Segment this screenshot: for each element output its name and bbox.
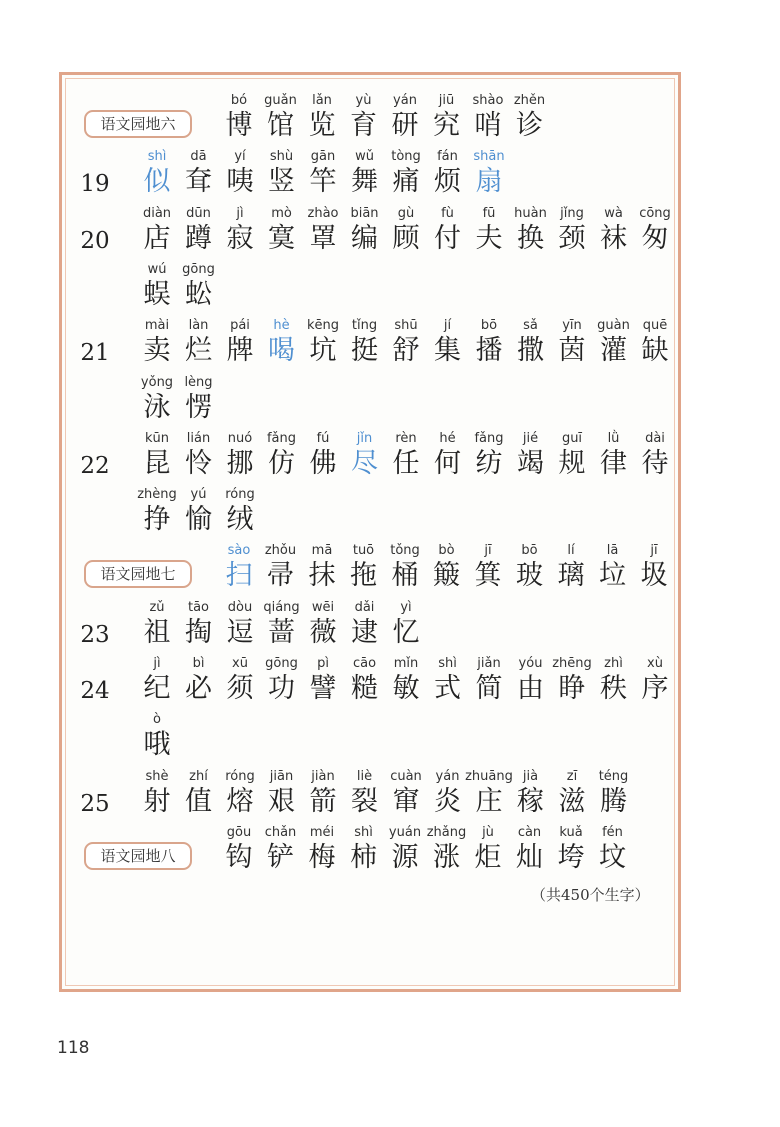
pinyin: zhǒu xyxy=(264,543,297,559)
hanzi: 烦 xyxy=(434,166,461,198)
pinyin: wú xyxy=(147,261,167,277)
pinyin: biān xyxy=(350,205,379,221)
pinyin: zhēng xyxy=(552,656,592,671)
hanzi: 简 xyxy=(475,673,503,704)
pinyin: shì xyxy=(438,656,457,671)
pinyin: xù xyxy=(647,656,663,671)
character xyxy=(507,93,553,149)
hanzi: 熔 xyxy=(226,785,254,817)
pinyin: jī xyxy=(484,543,492,559)
pinyin: yì xyxy=(400,599,412,615)
hanzi: 究 xyxy=(433,110,460,141)
pinyin: tuō xyxy=(352,543,375,559)
hanzi: 挣 xyxy=(143,504,171,536)
pinyin: lián xyxy=(186,430,211,446)
pinyin: jiū xyxy=(438,93,455,108)
hanzi: 柿 xyxy=(350,841,377,873)
pinyin: jié xyxy=(522,430,539,446)
pinyin: yán xyxy=(393,93,417,108)
hanzi: 艰 xyxy=(268,785,295,817)
hanzi: 逗 xyxy=(226,616,254,648)
hanzi: 换 xyxy=(517,222,544,254)
character xyxy=(632,318,678,374)
pinyin: dǎi xyxy=(354,599,375,615)
lesson-number: 19 xyxy=(80,171,110,198)
pinyin: bó xyxy=(230,93,248,108)
pinyin: làn xyxy=(188,318,209,334)
pinyin: zǔ xyxy=(149,599,165,615)
character xyxy=(176,375,222,431)
hanzi: 似 xyxy=(143,166,171,198)
pinyin: wǔ xyxy=(355,149,374,165)
hanzi: 佛 xyxy=(309,447,337,479)
pinyin: zhěn xyxy=(513,93,546,108)
hanzi: 待 xyxy=(641,447,669,479)
hanzi: 律 xyxy=(600,447,627,479)
hanzi: 喝 xyxy=(268,335,295,367)
table-row xyxy=(0,712,780,768)
hanzi: 糙 xyxy=(351,673,378,704)
hanzi: 须 xyxy=(226,673,254,704)
table-row xyxy=(0,600,780,656)
character xyxy=(632,206,678,262)
hanzi: 店 xyxy=(143,222,171,254)
hanzi: 顾 xyxy=(392,222,420,254)
lesson-number: 21 xyxy=(80,340,110,367)
pinyin: wà xyxy=(604,205,623,221)
hanzi: 怜 xyxy=(185,447,212,479)
hanzi: 诊 xyxy=(516,110,543,141)
hanzi: 滋 xyxy=(558,785,586,817)
pinyin: rèn xyxy=(395,430,417,446)
pinyin: róng xyxy=(225,768,255,784)
pinyin: xū xyxy=(232,656,248,671)
pinyin: shào xyxy=(472,93,504,108)
hanzi: 梅 xyxy=(308,841,336,873)
hanzi: 纪 xyxy=(143,673,171,704)
pinyin: quē xyxy=(642,318,668,334)
hanzi: 扫 xyxy=(225,560,253,592)
hanzi: 竖 xyxy=(268,166,295,198)
pinyin: yù xyxy=(355,93,372,108)
pinyin: nuó xyxy=(227,430,253,446)
hanzi: 譬 xyxy=(309,673,337,704)
pinyin: tǐng xyxy=(351,318,378,334)
hanzi: 源 xyxy=(391,841,419,873)
table-row xyxy=(0,543,780,599)
hanzi: 蔷 xyxy=(268,616,295,648)
pinyin: gù xyxy=(397,205,415,221)
pinyin: liè xyxy=(356,768,373,784)
hanzi: 博 xyxy=(225,110,253,141)
hanzi: 痛 xyxy=(392,166,420,198)
pinyin: zhí xyxy=(189,768,208,784)
pinyin: lǜ xyxy=(607,430,620,446)
hanzi: 绒 xyxy=(226,504,254,536)
pinyin: jiàn xyxy=(311,768,335,784)
character xyxy=(632,431,678,487)
pinyin: zhǎng xyxy=(426,824,467,840)
hanzi: 逮 xyxy=(351,616,378,648)
hanzi: 功 xyxy=(268,673,295,704)
hanzi: 序 xyxy=(641,673,669,704)
hanzi: 庄 xyxy=(475,785,503,817)
pinyin: bō xyxy=(521,543,538,559)
table-row xyxy=(0,262,780,318)
hanzi: 祖 xyxy=(143,616,171,648)
table-row xyxy=(0,93,780,149)
pinyin: mài xyxy=(144,318,170,334)
pinyin: mǐn xyxy=(393,656,419,671)
hanzi: 愉 xyxy=(185,504,212,536)
lesson-number: 24 xyxy=(80,678,110,704)
hanzi: 仿 xyxy=(268,447,295,479)
hanzi: 抹 xyxy=(308,560,336,592)
hanzi: 钩 xyxy=(225,841,253,873)
pinyin: shù xyxy=(269,149,294,165)
character xyxy=(632,656,678,712)
hanzi: 值 xyxy=(185,785,212,817)
pinyin: gōu xyxy=(226,824,252,840)
table-row xyxy=(0,487,780,543)
hanzi: 璃 xyxy=(557,560,585,592)
table-row xyxy=(0,375,780,431)
character xyxy=(383,600,429,656)
pinyin: yí xyxy=(234,149,246,165)
hanzi: 舞 xyxy=(351,166,378,198)
hanzi: 必 xyxy=(185,673,212,704)
hanzi: 炎 xyxy=(434,785,461,817)
character xyxy=(591,769,637,825)
pinyin: guǎn xyxy=(264,93,297,108)
pinyin: fán xyxy=(437,149,458,165)
pinyin: mā xyxy=(311,543,333,559)
table-row xyxy=(0,431,780,487)
pinyin: jī xyxy=(650,543,658,559)
hanzi: 纺 xyxy=(475,447,503,479)
hanzi: 玻 xyxy=(516,560,543,592)
hanzi: 舒 xyxy=(392,335,420,367)
pinyin: fǎng xyxy=(266,430,297,446)
pinyin: cāo xyxy=(352,656,377,671)
table-row xyxy=(0,656,780,712)
page-number: 118 xyxy=(57,1038,90,1058)
hanzi: 竭 xyxy=(517,447,544,479)
pinyin: pì xyxy=(317,656,329,671)
table-row xyxy=(0,825,780,881)
polyphone-character xyxy=(466,149,512,205)
pinyin: téng xyxy=(598,768,629,784)
pinyin: fù xyxy=(441,205,454,221)
hanzi: 掏 xyxy=(185,616,212,648)
hanzi: 尽 xyxy=(351,447,378,479)
section-badge: 语文园地七 xyxy=(84,560,192,588)
pinyin: jǐn xyxy=(356,430,373,446)
pinyin: kēng xyxy=(306,318,340,334)
pinyin: jiān xyxy=(269,768,294,784)
pinyin: càn xyxy=(517,824,542,840)
hanzi: 夫 xyxy=(475,222,503,254)
hanzi: 由 xyxy=(517,673,544,704)
pinyin: yán xyxy=(435,768,460,784)
hanzi: 坑 xyxy=(309,335,337,367)
hanzi: 牌 xyxy=(226,335,254,367)
pinyin: zī xyxy=(566,768,578,784)
pinyin: shū xyxy=(394,318,418,334)
hanzi: 缺 xyxy=(641,335,669,367)
pinyin: lǎn xyxy=(312,93,332,108)
hanzi: 颈 xyxy=(558,222,586,254)
hanzi: 涨 xyxy=(433,841,460,873)
hanzi: 忆 xyxy=(392,616,420,648)
pinyin: mò xyxy=(271,205,292,221)
hanzi: 耷 xyxy=(185,166,212,198)
character xyxy=(631,543,677,599)
lesson-number: 20 xyxy=(80,227,110,254)
hanzi: 茵 xyxy=(558,335,586,367)
hanzi: 播 xyxy=(475,335,503,367)
pinyin: fǎng xyxy=(474,430,504,446)
pinyin: gān xyxy=(310,149,336,165)
hanzi: 匆 xyxy=(641,222,669,254)
pinyin: yuán xyxy=(388,824,422,840)
hanzi: 拖 xyxy=(350,560,377,592)
pinyin: kūn xyxy=(144,430,169,446)
pinyin: jià xyxy=(522,768,539,784)
pinyin: dòu xyxy=(227,599,253,615)
hanzi: 簸 xyxy=(433,560,460,592)
hanzi: 窜 xyxy=(392,785,420,817)
pinyin: tòng xyxy=(391,149,421,165)
pinyin: dūn xyxy=(186,205,211,221)
section-badge: 语文园地六 xyxy=(84,110,192,138)
hanzi: 灿 xyxy=(516,841,543,873)
pinyin: tǒng xyxy=(390,543,420,559)
hanzi: 罩 xyxy=(309,222,337,254)
table-row xyxy=(0,149,780,205)
hanzi: 规 xyxy=(558,447,586,479)
hanzi: 卖 xyxy=(143,335,171,367)
pinyin: róng xyxy=(225,487,255,503)
pinyin: jiǎn xyxy=(477,656,501,671)
hanzi: 集 xyxy=(434,335,461,367)
pinyin: zhì xyxy=(604,656,623,671)
hanzi: 撒 xyxy=(517,335,544,367)
pinyin: cuàn xyxy=(390,768,422,784)
pinyin: jǐng xyxy=(560,205,584,221)
hanzi: 秩 xyxy=(600,673,627,704)
table-row xyxy=(0,769,780,825)
pinyin: diàn xyxy=(142,205,172,221)
table-row xyxy=(0,318,780,374)
pinyin: méi xyxy=(309,824,335,840)
pinyin: yóu xyxy=(518,656,543,671)
hanzi: 裂 xyxy=(351,785,378,817)
pinyin: hè xyxy=(273,318,290,334)
pinyin: sǎ xyxy=(523,318,538,334)
hanzi: 敏 xyxy=(392,673,420,704)
pinyin: qiáng xyxy=(263,599,300,615)
hanzi: 寞 xyxy=(268,222,295,254)
hanzi: 昆 xyxy=(143,447,171,479)
hanzi: 挺 xyxy=(351,335,378,367)
hanzi: 编 xyxy=(351,222,378,254)
pinyin: ò xyxy=(153,712,161,728)
pinyin: shì xyxy=(354,824,373,840)
hanzi: 哦 xyxy=(143,729,171,761)
pinyin: bò xyxy=(438,543,455,559)
pinyin: lí xyxy=(567,543,575,559)
pinyin: guī xyxy=(561,430,583,446)
hanzi: 育 xyxy=(350,110,377,141)
hanzi: 袜 xyxy=(600,222,627,254)
hanzi: 灌 xyxy=(600,335,627,367)
hanzi: 帚 xyxy=(267,560,294,592)
pinyin: jí xyxy=(443,318,452,334)
hanzi: 扇 xyxy=(475,166,503,198)
pinyin: zhào xyxy=(307,205,339,221)
hanzi: 腾 xyxy=(600,785,627,817)
pinyin: guàn xyxy=(597,318,630,334)
hanzi: 何 xyxy=(434,447,461,479)
hanzi: 炬 xyxy=(474,841,502,873)
pinyin: dā xyxy=(190,149,207,165)
pinyin: yú xyxy=(190,487,207,503)
character xyxy=(176,262,222,318)
section-badge: 语文园地八 xyxy=(84,842,192,870)
hanzi: 铲 xyxy=(267,841,294,873)
pinyin: zhuāng xyxy=(465,768,513,784)
pinyin: kuǎ xyxy=(559,824,583,840)
hanzi: 览 xyxy=(308,110,336,141)
pinyin: lā xyxy=(606,543,619,559)
hanzi: 愣 xyxy=(185,391,212,423)
character xyxy=(217,487,263,543)
pinyin: jì xyxy=(153,656,161,671)
hanzi: 圾 xyxy=(640,560,668,592)
character xyxy=(134,712,180,768)
hanzi: 垮 xyxy=(557,841,585,873)
pinyin: jù xyxy=(482,824,494,840)
lesson-number: 25 xyxy=(80,790,110,817)
hanzi: 烂 xyxy=(185,335,212,367)
character xyxy=(590,825,636,881)
hanzi: 寂 xyxy=(226,222,254,254)
hanzi: 稼 xyxy=(517,785,544,817)
hanzi: 研 xyxy=(391,110,419,141)
hanzi: 泳 xyxy=(143,391,171,423)
hanzi: 任 xyxy=(392,447,420,479)
hanzi: 蹲 xyxy=(185,222,212,254)
pinyin: huàn xyxy=(514,205,547,221)
pinyin: shì xyxy=(147,149,167,165)
hanzi: 付 xyxy=(434,222,461,254)
hanzi: 睁 xyxy=(558,673,586,704)
pinyin: fén xyxy=(602,824,623,840)
hanzi: 箕 xyxy=(474,560,502,592)
pinyin: chǎn xyxy=(264,824,297,840)
hanzi: 坟 xyxy=(599,841,626,873)
hanzi: 蜈 xyxy=(143,278,171,310)
pinyin: yīn xyxy=(562,318,582,334)
pinyin: fú xyxy=(316,430,330,446)
hanzi: 馆 xyxy=(267,110,294,141)
hanzi: 薇 xyxy=(309,616,337,648)
pinyin: fū xyxy=(482,205,496,221)
table-row xyxy=(0,206,780,262)
pinyin: jì xyxy=(236,205,244,221)
lesson-number: 23 xyxy=(80,621,110,648)
pinyin: wēi xyxy=(311,599,335,615)
hanzi: 垃 xyxy=(599,560,626,592)
pinyin: bì xyxy=(192,656,205,671)
pinyin: lèng xyxy=(184,374,213,390)
total-count: （共450个生字） xyxy=(531,886,650,904)
hanzi: 箭 xyxy=(309,785,337,817)
pinyin: shān xyxy=(473,149,505,165)
hanzi: 蚣 xyxy=(185,278,212,310)
hanzi: 哨 xyxy=(474,110,502,141)
pinyin: dài xyxy=(645,430,665,446)
pinyin: pái xyxy=(230,318,250,334)
pinyin: yǒng xyxy=(140,374,174,390)
hanzi: 桶 xyxy=(391,560,419,592)
hanzi: 式 xyxy=(434,673,461,704)
pinyin: hé xyxy=(439,430,456,446)
pinyin: shè xyxy=(145,768,169,784)
pinyin: zhèng xyxy=(137,487,177,503)
pinyin: cōng xyxy=(639,205,671,221)
pinyin: bō xyxy=(480,318,498,334)
hanzi: 射 xyxy=(143,785,171,817)
hanzi: 咦 xyxy=(226,166,254,198)
hanzi: 挪 xyxy=(226,447,254,479)
pinyin: gōng xyxy=(182,261,215,277)
pinyin: sào xyxy=(227,543,251,559)
lesson-number: 22 xyxy=(80,452,110,479)
pinyin: gōng xyxy=(265,656,298,671)
pinyin: tāo xyxy=(187,599,210,615)
hanzi: 竿 xyxy=(309,166,337,198)
